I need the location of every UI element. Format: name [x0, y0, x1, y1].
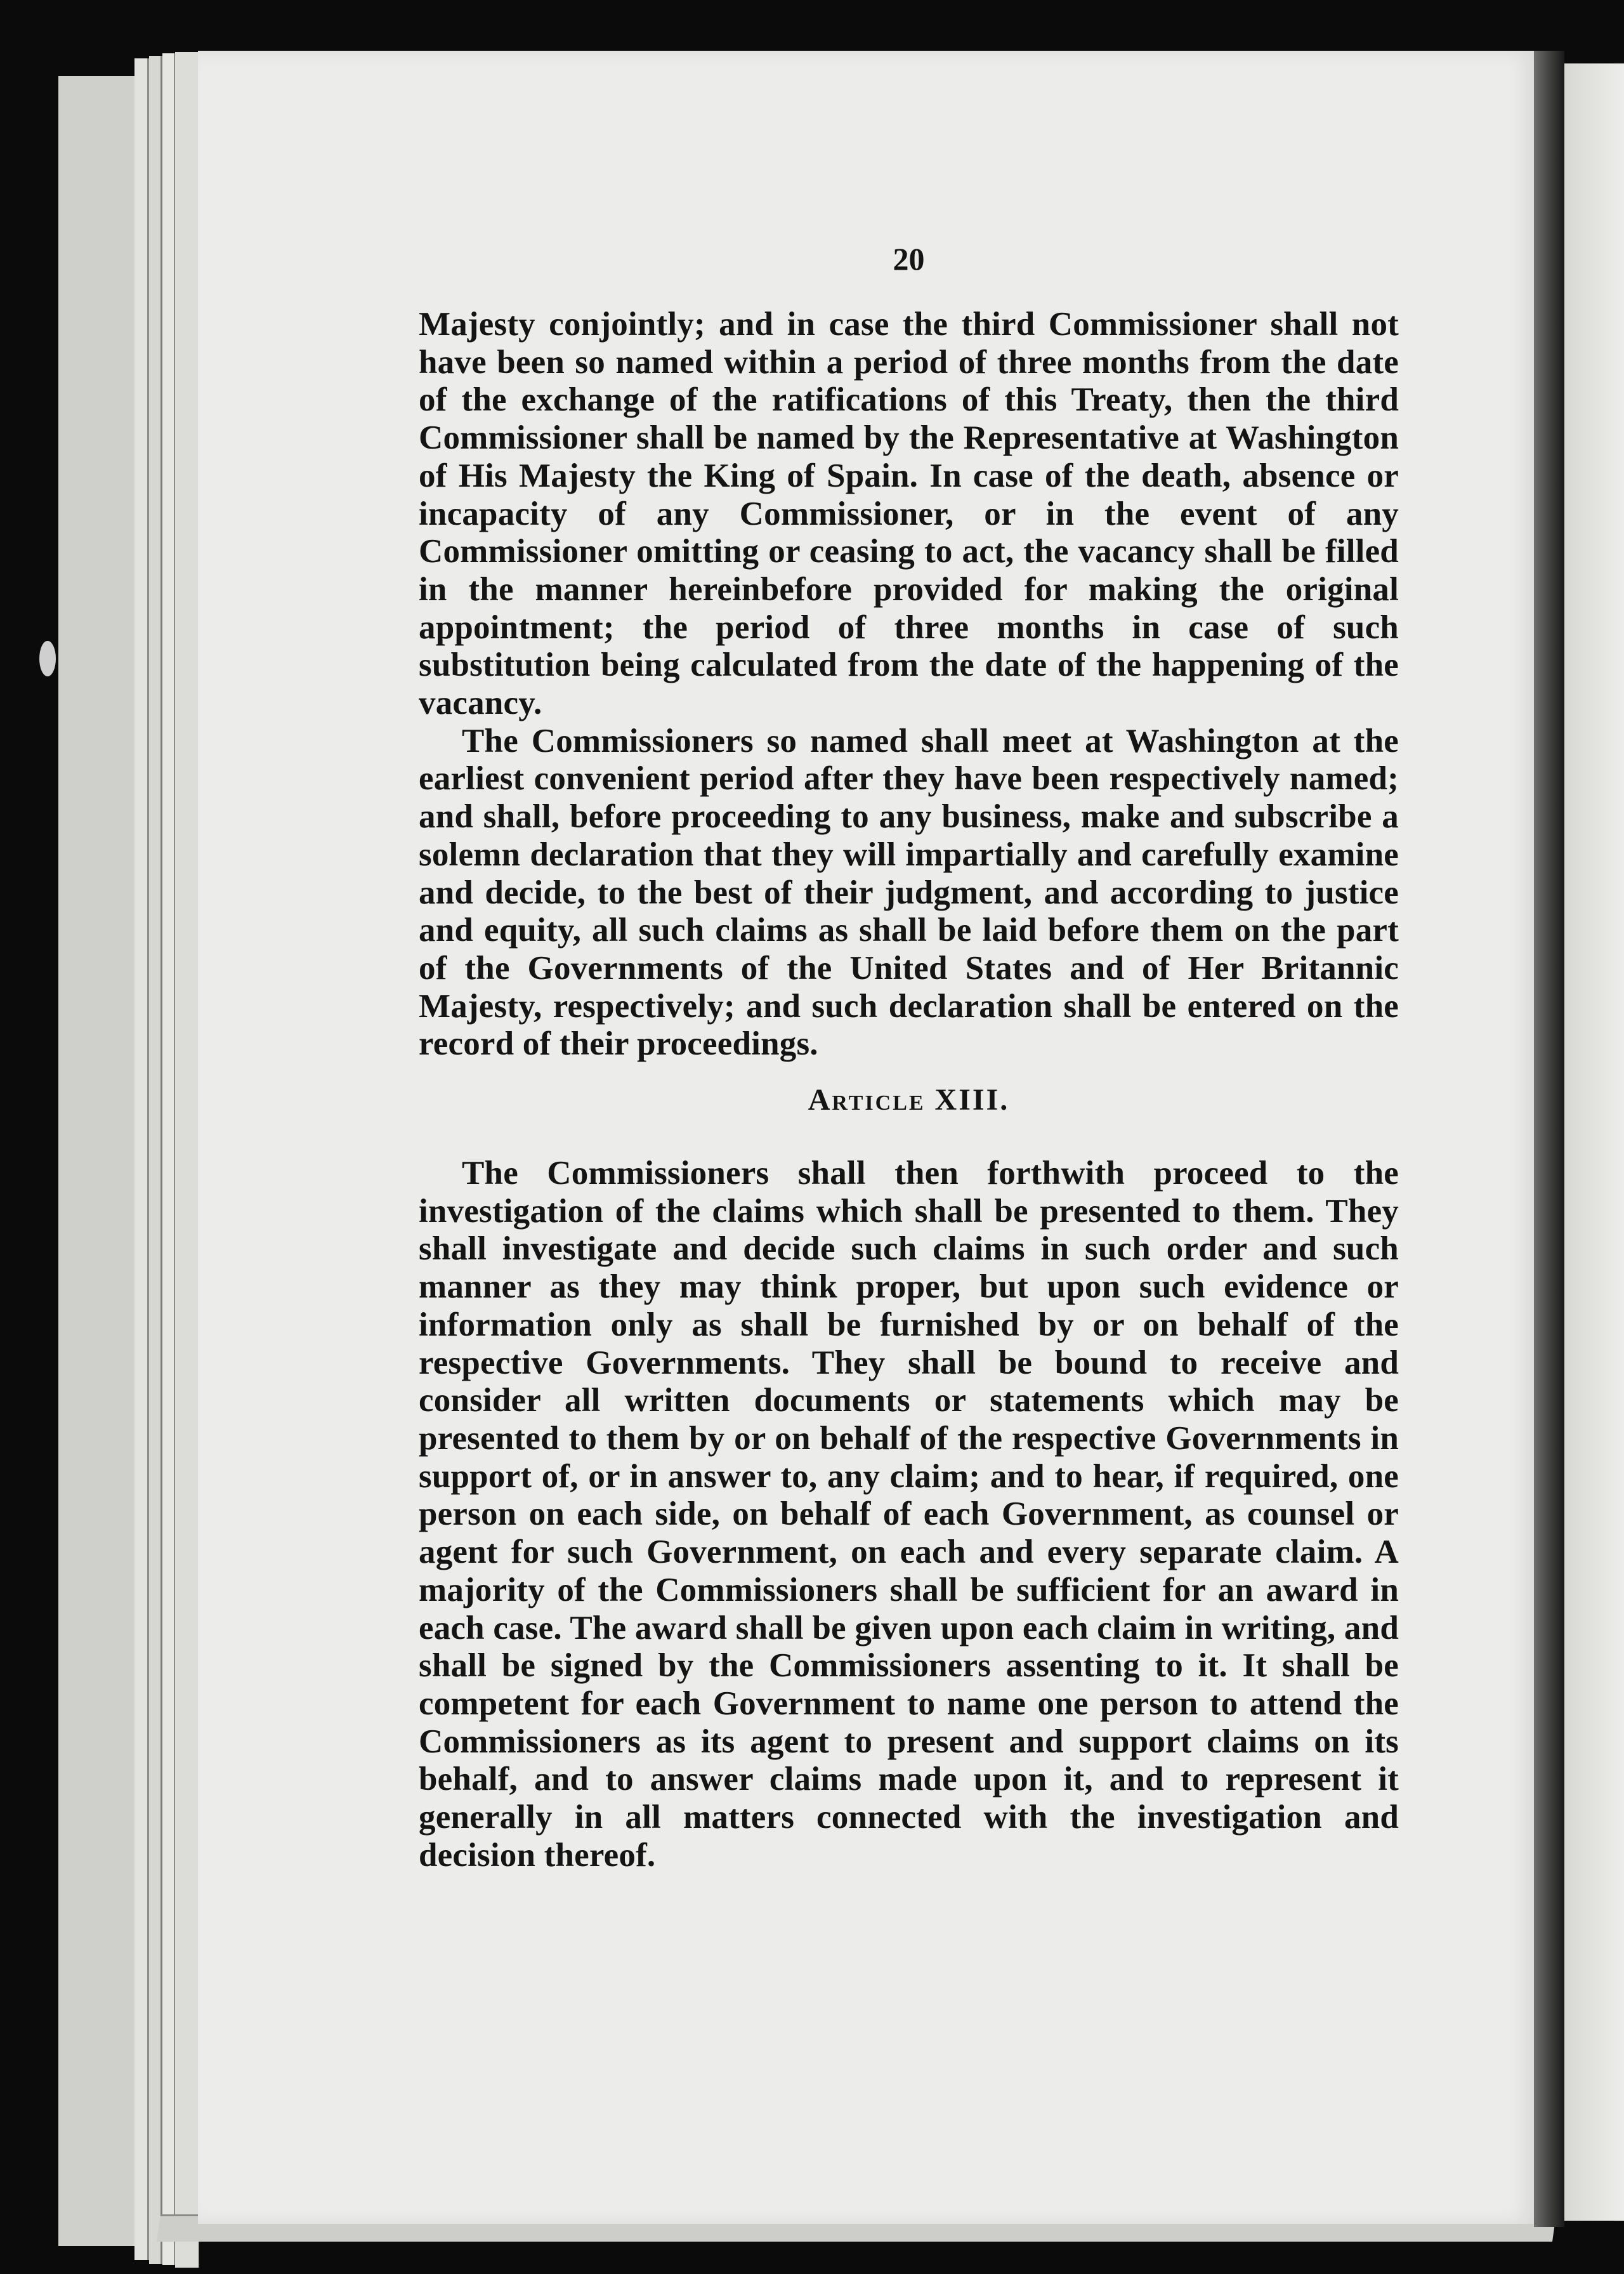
- page-number: 20: [893, 241, 925, 277]
- body-paragraph-1: Majesty conjointly; and in case the third Commissioner shall not have been so named within a period of three months from the date of the exchange of the ratifications of this Treaty, then the third Commissioner shall be named by the Representative at Washington of His Majesty the King of Spain. In case of the death, absence or incapacity of any Commissioner, or in the event of any Commissioner omitting or ceasing to act, the vacancy shall be filled in the manner hereinbefore provided for making the original appointment; the period of three months in case of such substitution being calculated from the date of the happening of the vacancy.: [419, 306, 1399, 722]
- page-text-block: [419, 240, 1399, 1874]
- scan-speck: [39, 641, 56, 676]
- page-stack-edge: [149, 56, 162, 2264]
- page-stack-edge: [134, 58, 149, 2260]
- article-paragraph: The Commissioners shall then forthwith proceed to the investigation of the claims which shall be presented to them. They shall investigate and decide such claims in such order and such manner as they may think proper, but upon such evidence or information only as shall be furnished by or on behalf of the respective Governments. They shall be bound to receive and consider all written documents or statements which may be presented to them by or on behalf of the respective Governments in support of, or in answer to, any claim; and to hear, if required, one person on each side, on behalf of each Government, as counsel or agent for such Government, on each and every separate claim. A majority of the Commissioners shall be sufficient for an award in each case. The award shall be given upon each claim in writing, and shall be signed by the Commissioners assenting to it. It shall be competent for each Government to name one person to attend the Commissioners as its agent to present and support claims on its behalf, and to answer claims made upon it, and to represent it generally in all matters connected with the investigation and decision thereof.: [419, 1155, 1399, 1874]
- article-heading: Article XIII.: [808, 1083, 1010, 1117]
- facing-page-edge: [1564, 63, 1624, 2221]
- page-stack-edge: [58, 76, 136, 2246]
- page-gutter-shadow: [1534, 51, 1564, 2227]
- page-stack-edge: [175, 52, 199, 2268]
- body-paragraph-2: The Commissioners so named shall meet at Washington at the earliest convenient period after they have been respectively named; and shall, before proceeding to any business, make and subscribe a solemn declaration that they will impartially and carefully examine and decide, to the best of their judgment, and according to justice and equity, all such claims as shall be laid before them on the part of the Governments of the United States and of Her Britannic Majesty, respectively; and such declaration shall be entered on the record of their proceedings.: [419, 722, 1399, 1063]
- page-stack-edge: [162, 53, 175, 2265]
